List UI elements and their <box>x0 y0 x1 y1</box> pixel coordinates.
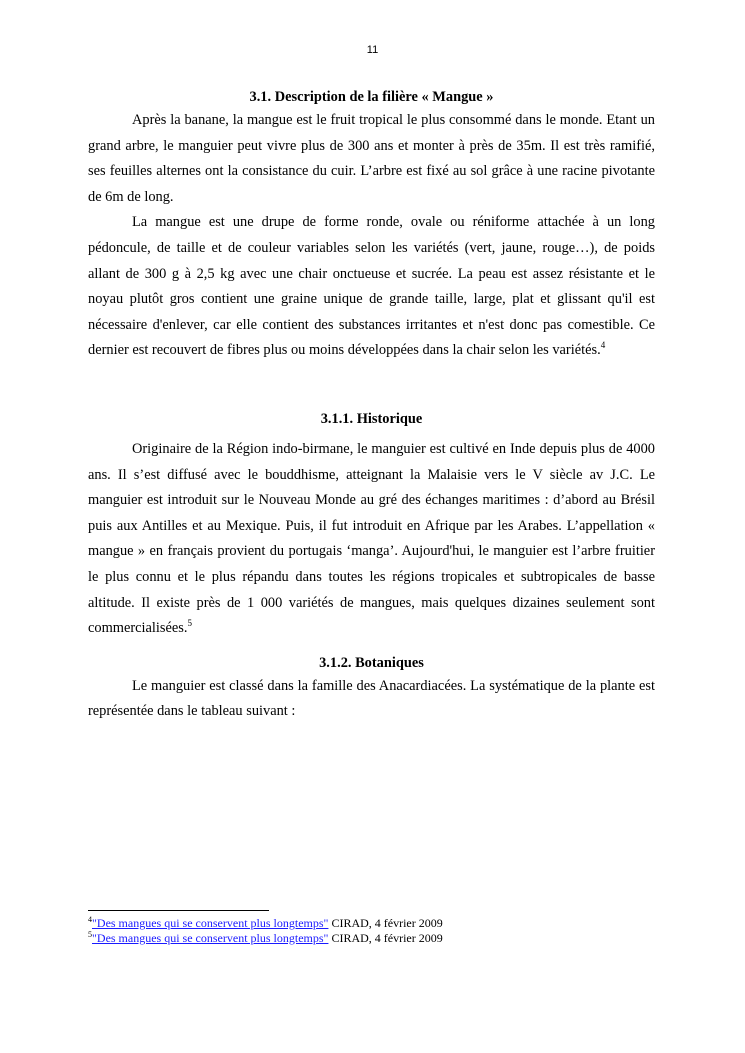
footnote-link[interactable]: "Des mangues qui se conservent plus longtemps" <box>92 916 329 930</box>
footnote-5 <box>88 931 655 946</box>
footnote-source: CIRAD, 4 février 2009 <box>328 930 443 945</box>
section-heading-historique: 3.1.1. Historique <box>320 410 423 427</box>
footnote-ref-4[interactable]: 4 <box>600 340 606 351</box>
section-heading-botaniques: 3.1.2. Botaniques <box>319 654 424 671</box>
footnote-number: 5 <box>88 929 92 939</box>
paragraph-botaniques: Le manguier est classé dans la famille des Anacardiacées. La systématique de la plante est représentée dans le tableau suivant : <box>88 677 655 720</box>
footnote-ref-5[interactable]: 5 <box>187 618 192 629</box>
footnote-4 <box>88 916 655 931</box>
footnote-link[interactable]: "Des mangues qui se conservent plus longtemps" <box>92 930 329 945</box>
section-heading-description: 3.1. Description de la filière « Mangue » <box>249 89 494 105</box>
footnote-source: CIRAD, 4 février 2009 <box>328 916 443 930</box>
paragraph-historique: Originaire de la Région indo-birmane, le manguier est cultivé en Inde depuis plus de 4000 ans. Il s’est diffusé avec le bouddhisme, atteignant la Malaisie vers le V siècle av J.C. Le manguier est introduit sur le Nouveau Monde au gré des échanges maritimes : d’abord au Brésil puis aux Antilles et au Mexique. Puis, il fut introduit en Afrique par les Arabes. L’appellation « mangue » en français provient du portugais ‘manga’. Aujourd'hui, le manguier est l’arbre fruitier le plus connu et le plus répandu dans toutes les régions tropicales et subtropicales de basse altitude. Il existe près de 1 000 variétés de mangues, mais quelques dizaines seulement sont commercialisées.$^5$ <box>88 440 655 637</box>
footnote-number: 4 <box>88 915 92 924</box>
footnote-separator <box>88 910 269 911</box>
paragraph-description-1: Après la banane, la mangue est le fruit tropical le plus consommé dans le monde. Etant un grand arbre, le manguier peut vivre plus de 300 ans et monter à près de 35m. Il est très ramifié, ses feuilles alternes ont la consistance du cuir. L’arbre est fixé au sol grâce à une racine pivotante de 6m de long. <box>88 112 655 205</box>
paragraph-description-2: La mangue est une drupe de forme ronde, ovale ou réniforme attachée à un long pédoncule, de taille et de couleur variables selon les variétés (vert, jaune, rouge…), de poids allant de 300 g à 2,5 kg avec une chair onctueuse et sucrée. La peau est assez résistante et le noyau plutôt gros contient une graine unique de grande taille, large, plat et glissant qu'il est nécessaire d'enlever, car elle contient des substances irritantes et n'est donc pas comestible. Ce dernier est recouvert de fibres plus ou moins développées dans la chair selon les variétés.$^4$ <box>88 214 655 359</box>
footnotes <box>88 910 655 945</box>
page-body <box>88 86 655 725</box>
page-number: 11 <box>366 44 379 56</box>
